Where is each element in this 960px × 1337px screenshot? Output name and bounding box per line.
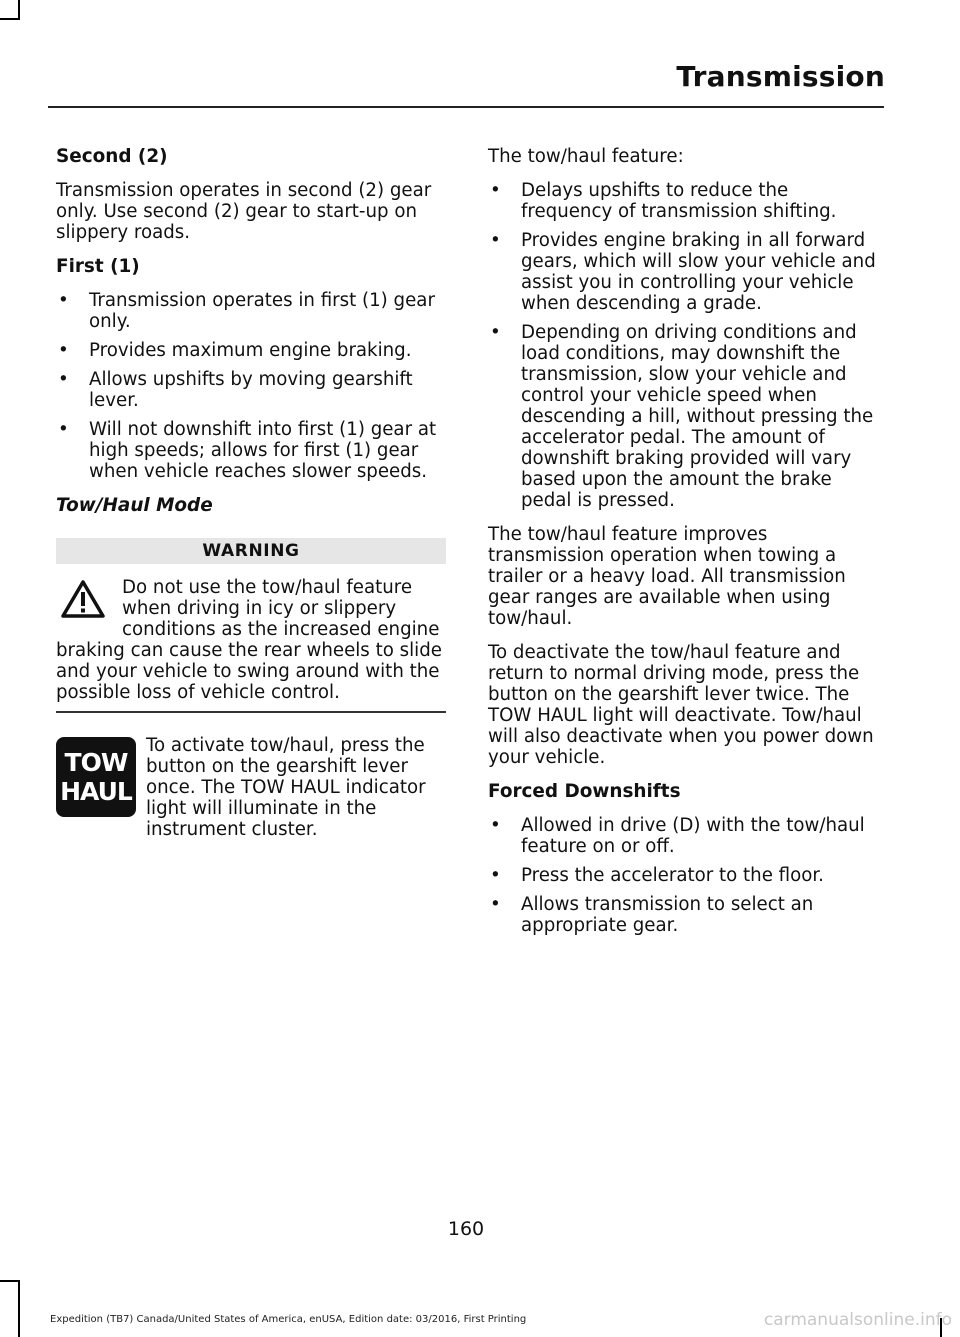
warning-label: WARNING xyxy=(56,538,446,564)
second-heading: Second (2) xyxy=(56,146,168,167)
warning-box xyxy=(56,538,446,713)
forced-downshifts-heading: Forced Downshifts xyxy=(488,781,681,802)
warning-divider xyxy=(56,711,446,713)
first-bullet-list xyxy=(56,290,446,482)
list-item: • Depending on driving conditions and load conditions, may downshift the transmission, slow your vehicle and control your vehicle speed when descending a hill, without pressing the accelerator pedal. The amount of downshift braking provided will vary based upon the amount the brake pedal is pressed. xyxy=(488,322,882,511)
list-item: • Allows transmission to select an appropriate gear. xyxy=(488,894,882,936)
improves-text: The tow/haul feature improves transmission operation when towing a trailer or a heavy load. All transmission gear ranges are available when using tow/haul. xyxy=(488,524,846,629)
tow-icon-line2: HAUL xyxy=(60,776,132,806)
second-text: Transmission operates in second (2) gear only. Use second (2) gear to start-up on slippery roads. xyxy=(56,180,432,243)
list-item: • Provides maximum engine braking. xyxy=(56,340,446,361)
edition-footer: Expedition (TB7) Canada/United States of America, enUSA, Edition date: 03/2016, First Printing xyxy=(50,1314,527,1325)
forced-bullet-list xyxy=(488,815,882,936)
crop-mark-top-left-v xyxy=(18,0,20,20)
right-column xyxy=(488,146,882,949)
tow-haul-icon xyxy=(56,737,136,817)
feature-intro: The tow/haul feature: xyxy=(488,146,684,167)
tow-icon-line1: TOW xyxy=(64,747,128,777)
activate-text: To activate tow/haul, press the button on the gearshift lever once. The TOW HAUL indicator light will illuminate in the instrument cluster. xyxy=(146,734,426,840)
list-item: • Allowed in drive (D) with the tow/haul feature on or off. xyxy=(488,815,882,857)
list-item: • Transmission operates in first (1) gear only. xyxy=(56,290,446,332)
crop-mark-top-left xyxy=(0,18,20,20)
first-heading: First (1) xyxy=(56,256,140,277)
list-item: • Provides engine braking in all forward gears, which will slow your vehicle and assist you in controlling your vehicle when descending a grade. xyxy=(488,230,882,314)
warning-triangle-icon xyxy=(60,579,106,619)
page-title: Transmission xyxy=(676,60,885,93)
tow-haul-heading: Tow/Haul Mode xyxy=(56,495,213,516)
header-rule xyxy=(48,106,884,108)
crop-mark-bottom-left-v xyxy=(18,1280,20,1337)
deactivate-text: To deactivate the tow/haul feature and return to normal driving mode, press the button on the gearshift lever twice. The TOW HAUL light will deactivate. Tow/haul will also deactivate when you power down your vehicle. xyxy=(488,642,874,768)
warning-text: Do not use the tow/haul feature when driving in icy or slippery conditions as the increased engine braking can cause the rear wheels to slide and your vehicle to swing around with the possible loss of vehicle control. xyxy=(56,577,442,703)
left-column xyxy=(56,146,446,853)
feature-bullet-list xyxy=(488,180,882,511)
crop-mark-bottom-left xyxy=(0,1280,20,1282)
tow-haul-activate xyxy=(56,735,446,840)
list-item: • Delays upshifts to reduce the frequency of transmission shifting. xyxy=(488,180,882,222)
page-number: 160 xyxy=(447,1218,485,1240)
list-item: • Press the accelerator to the floor. xyxy=(488,865,882,886)
list-item: • Will not downshift into first (1) gear at high speeds; allows for first (1) gear when vehicle reaches slower speeds. xyxy=(56,419,446,482)
list-item: • Allows upshifts by moving gearshift lever. xyxy=(56,369,446,411)
watermark: carmanualsonline.info xyxy=(763,1310,952,1330)
